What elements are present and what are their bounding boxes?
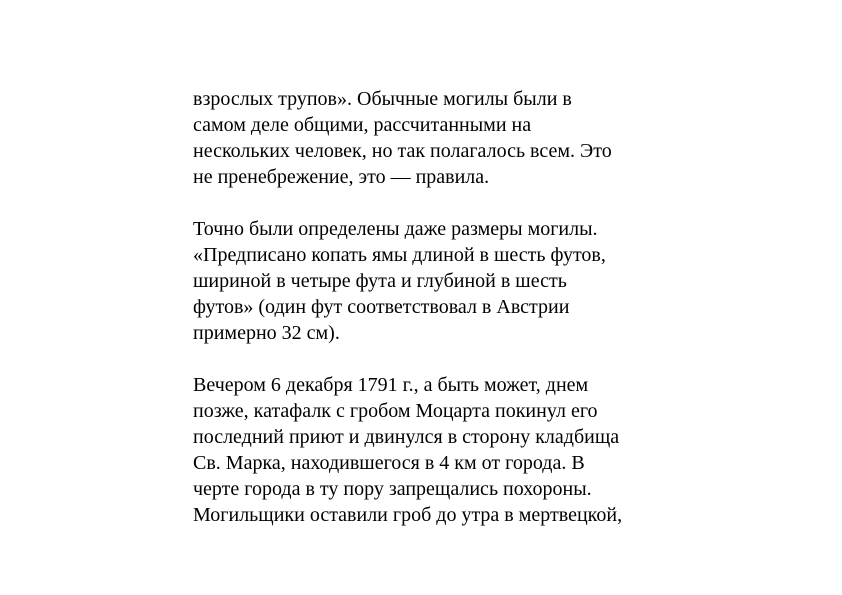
paragraph-2 xyxy=(193,216,693,346)
text-line: нескольких человек, но так полагалось всем. Это xyxy=(193,140,612,162)
text-line: Точно были определены даже размеры могилы. xyxy=(193,218,598,240)
text-line: футов» (один фут соответствовал в Австрии xyxy=(193,296,570,318)
text-line: позже, катафалк с гробом Моцарта покинул его xyxy=(193,400,598,422)
text-line: самом деле общими, рассчитанными на xyxy=(193,114,532,136)
text-line: Вечером 6 декабря 1791 г., а быть может, днем xyxy=(193,374,589,396)
text-line: «Предписано копать ямы длиной в шесть футов, xyxy=(193,244,606,266)
text-line: последний приют и двинулся в сторону кладбища xyxy=(193,426,620,448)
body-text xyxy=(193,86,693,554)
paragraph-1 xyxy=(193,86,693,190)
text-line: Могильщики оставили гроб до утра в мертвецкой, xyxy=(193,504,623,526)
text-line: Св. Марка, находившегося в 4 км от города. В xyxy=(193,452,585,474)
text-line: шириной в четыре фута и глубиной в шесть xyxy=(193,270,567,292)
text-line: примерно 32 см). xyxy=(193,322,340,344)
text-line: черте города в ту пору запрещались похороны. xyxy=(193,478,592,500)
text-line: не пренебрежение, это — правила. xyxy=(193,166,490,188)
text-line: взрослых трупов». Обычные могилы были в xyxy=(193,88,572,110)
paragraph-3 xyxy=(193,372,693,528)
